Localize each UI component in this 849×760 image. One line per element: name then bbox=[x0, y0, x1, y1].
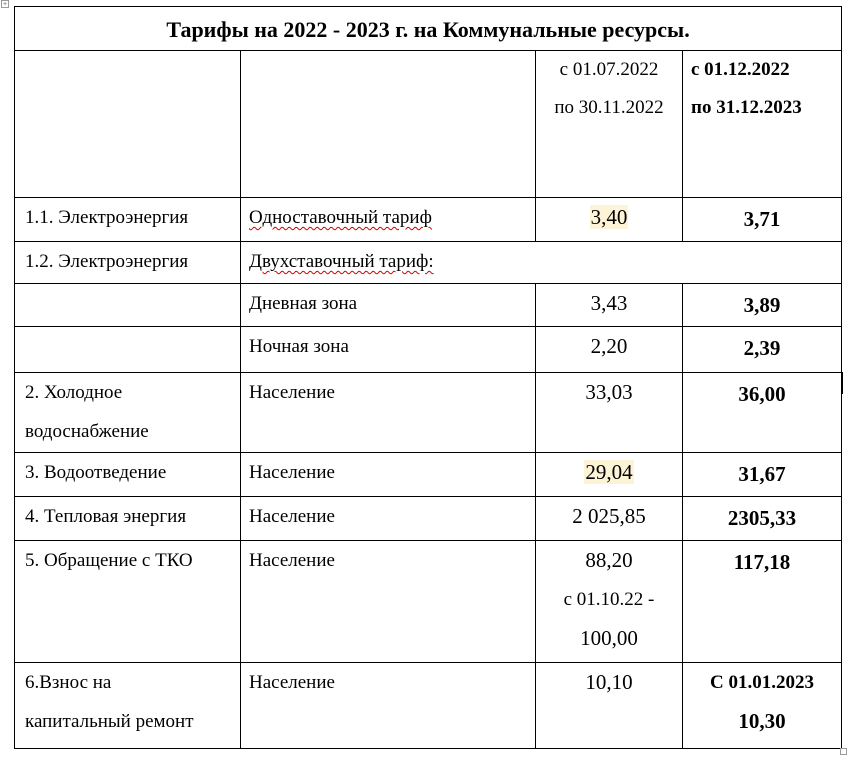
header-period-1-to: по 30.11.2022 bbox=[554, 97, 664, 118]
table-row bbox=[15, 541, 842, 663]
table-title: Тарифы на 2022 - 2023 г. на Коммунальные ресурсы. bbox=[15, 7, 842, 51]
table-row bbox=[15, 198, 842, 242]
table-resize-handle-icon[interactable] bbox=[840, 748, 847, 755]
resource-line-1: 2. Холодное bbox=[25, 382, 123, 403]
price-period-2 bbox=[683, 663, 842, 749]
table-row bbox=[15, 497, 842, 541]
resource-cell bbox=[15, 327, 241, 373]
tariffs-table bbox=[14, 6, 842, 749]
price-note-date: с 01.10.22 - bbox=[563, 589, 655, 610]
category-cell: Население bbox=[241, 373, 536, 453]
price-period-1 bbox=[536, 541, 683, 663]
price-period-1: 2,20 bbox=[536, 327, 683, 373]
resource-cell: 1.2. Электроэнергия bbox=[15, 242, 241, 284]
resource-cell bbox=[15, 663, 241, 749]
category-text: Двухставочный тариф: bbox=[249, 251, 434, 272]
header-row bbox=[15, 51, 842, 198]
category-cell: Население bbox=[241, 663, 536, 749]
price-period-2: 2,39 bbox=[683, 327, 842, 373]
category-cell bbox=[241, 242, 842, 284]
resource-line-2: капитальный ремонт bbox=[25, 711, 194, 732]
header-period-2 bbox=[683, 51, 842, 198]
table-row bbox=[15, 373, 842, 453]
header-period-2-from: с 01.12.2022 bbox=[691, 59, 790, 80]
price-period-2: 2305,33 bbox=[683, 497, 842, 541]
table-move-handle-icon[interactable]: + bbox=[2, 1, 8, 8]
price-period-1: 10,10 bbox=[536, 663, 683, 749]
resource-cell: 5. Обращение с ТКО bbox=[15, 541, 241, 663]
resource-cell: 1.1. Электроэнергия bbox=[15, 198, 241, 242]
price-period-2: 3,89 bbox=[683, 284, 842, 327]
table-row bbox=[15, 453, 842, 497]
price-value: 88,20 bbox=[585, 548, 633, 572]
header-period-2-to: по 31.12.2023 bbox=[691, 97, 802, 118]
price-period-2: 31,67 bbox=[683, 453, 842, 497]
table-row bbox=[15, 242, 842, 284]
category-cell: Население bbox=[241, 453, 536, 497]
resource-cell: 4. Тепловая энергия bbox=[15, 497, 241, 541]
category-cell: Ночная зона bbox=[241, 327, 536, 373]
price-period-2: 36,00 bbox=[683, 373, 842, 453]
category-cell: Население bbox=[241, 497, 536, 541]
price-period-2: 117,18 bbox=[683, 541, 842, 663]
price-value: 3,40 bbox=[590, 205, 628, 229]
price-period-1 bbox=[536, 453, 683, 497]
resource-line-2: водоснабжение bbox=[25, 421, 149, 442]
category-cell bbox=[241, 198, 536, 242]
price-period-1: 3,43 bbox=[536, 284, 683, 327]
table-row bbox=[15, 284, 842, 327]
price-value: 29,04 bbox=[585, 460, 633, 484]
resource-cell bbox=[15, 284, 241, 327]
price-note-date: С 01.01.2023 bbox=[710, 672, 815, 693]
header-empty-2 bbox=[241, 51, 536, 198]
price-value: 10,30 bbox=[738, 709, 786, 733]
header-empty-1 bbox=[15, 51, 241, 198]
category-text: Одноставочный тариф bbox=[249, 207, 432, 228]
header-period-1 bbox=[536, 51, 683, 198]
price-period-1 bbox=[536, 198, 683, 242]
category-cell: Дневная зона bbox=[241, 284, 536, 327]
price-period-2: 3,71 bbox=[683, 198, 842, 242]
table-row bbox=[15, 663, 842, 749]
price-period-1: 2 025,85 bbox=[536, 497, 683, 541]
header-period-1-from: с 01.07.2022 bbox=[559, 59, 659, 80]
table-row bbox=[15, 327, 842, 373]
resource-cell bbox=[15, 373, 241, 453]
resource-line-1: 6.Взнос на bbox=[25, 672, 112, 693]
price-note-value: 100,00 bbox=[580, 626, 638, 650]
category-cell: Население bbox=[241, 541, 536, 663]
price-period-1: 33,03 bbox=[536, 373, 683, 453]
resource-cell: 3. Водоотведение bbox=[15, 453, 241, 497]
text-cursor bbox=[842, 372, 843, 394]
